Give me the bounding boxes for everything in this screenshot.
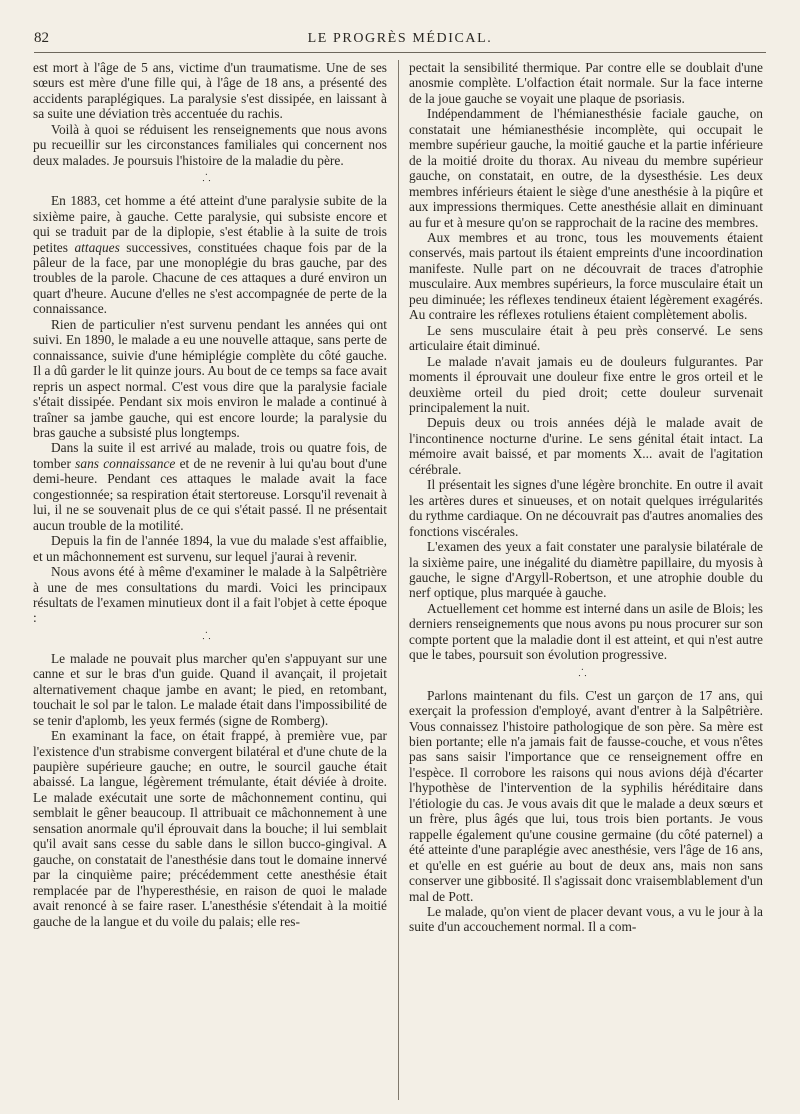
text-run: Dans la suite il est arrivé au malade, trois ou quatre fois, de tomber [33, 440, 387, 471]
paragraph: Actuellement cet homme est interné dans un asile de Blois; les derniers renseignements que nous avons pu nous procurer sur son compte portent que la maladie dont il est atteint, et qui n'est autre que le tabes, poursuit son évolution progressive. [409, 600, 763, 663]
paragraph: Indépendamment de l'hémianesthésie faciale gauche, on constatait une hémianesthésie incomplète, qui occupait le membre supérieur gauche, la moitié gauche et la partie inférieure de la moitié droite du thorax. Au niveau du membre supérieur gauche, on constatait, en outre, de la dysesthésie. Les deux membres inférieurs étaient le siège d'une anesthésie à la piqûre et aux impressions thermiques. Cette anesthésie allait en diminuant au fur et à mesure qu'on se rapprochait de la racine des membres. [409, 106, 763, 230]
paragraph: Voilà à quoi se réduisent les renseignements que nous avons pu recueillir sur les circonstances familiales qui concernent nos deux malades. Je poursuis l'histoire de la maladie du père. [33, 121, 387, 168]
paragraph: En examinant la face, on était frappé, à première vue, par l'existence d'un strabisme convergent bilatéral et d'une chute de la paupière supérieure gauche; en outre, le sourcil gauche était abaissé. La langue, légèrement trémulante, était déviée à droite. Le malade exécutait une sorte de mâchonnement continu, qui semblait le gêner beaucoup. Il attribuait ce mâchonnement à une sensation anormale qu'il éprouvait dans la bouche; il lui semblait qu'il avait sans cesse du sable dans le sillon bucco-gingival. A gauche, on constatait de l'anesthésie dans tout le domaine innervé par la cinquième paire; précédemment cette anesthésie était remplacée par de l'hyperesthésie, en raison de quoi le malade avait renoncé à se faire raser. L'anesthésie s'étendait à la moitié gauche de la langue et du voile du palais; elle res- [33, 728, 387, 929]
paragraph: L'examen des yeux a fait constater une paralysie bilatérale de la sixième paire, une inégalité du diamètre papillaire, du myosis à gauche, le signe d'Argyll-Robertson, et une atrophie double du nerf optique, plus marquée à gauche. [409, 539, 763, 601]
paragraph: Le malade, qu'on vient de placer devant vous, a vu le jour à la suite d'un accouchement normal. Il a com- [409, 904, 763, 935]
italic-term: sans connaissance [75, 455, 176, 471]
paragraph: Le sens musculaire était à peu près conservé. Le sens articulaire était diminué. [409, 322, 763, 354]
section-ornament: ⸫ [202, 630, 218, 642]
text-run: En 1883, cet homme a été atteint d'une paralysie subite de la sixième paire, à gauche. Cette paralysie, qui subsiste encore et qui se traduit par de la diplopie, s'est établie à la suite de trois petites [33, 193, 387, 255]
left-column [33, 60, 387, 1100]
paragraph: est mort à l'âge de 5 ans, victime d'un traumatisme. Une de ses sœurs est mère d'une fille qui, à l'âge de 18 ans, a présenté des accidents paraplégiques. La paralysie s'est dissipée, en laissant à sa suite une déviation très accentuée du rachis. [33, 60, 387, 122]
right-column [409, 60, 763, 1100]
page-header [34, 26, 766, 53]
column-divider [398, 60, 399, 1100]
paragraph: Rien de particulier n'est survenu pendant les années qui ont suivi. En 1890, le malade a eu une nouvelle attaque, sans perte de connaissance, suivie d'une hémiplégie complète du côté gauche. Il a dû garder le lit quinze jours. Au bout de ce temps sa face avait repris un aspect normal. C'est vous dire que la paralysie faciale s'était dissipée. Pendant six mois environ le malade a continué à traîner sa jambe gauche, qui est encore lourde; la paralysie du bras gauche a subsisté plus longtemps. [33, 316, 387, 440]
paragraph [33, 440, 387, 533]
page-number: 82 [34, 30, 49, 46]
paragraph: Depuis la fin de l'année 1894, la vue du malade s'est affaiblie, et un mâchonnement est survenu, sur lequel j'aurai à revenir. [33, 533, 387, 564]
paragraph: Le malade n'avait jamais eu de douleurs fulgurantes. Par moments il éprouvait une douleur fixe entre le gros orteil et le deuxième orteil du pied droit; cette douleur survenait principalement la nuit. [409, 353, 763, 415]
paragraph: Depuis deux ou trois années déjà le malade avait de l'incontinence nocturne d'urine. Le sens génital était intact. La mémoire avait baissé, et par moments X... avait de l'agitation cérébrale. [409, 415, 763, 477]
italic-term: attaques [74, 239, 120, 255]
paragraph: Parlons maintenant du fils. C'est un garçon de 17 ans, qui exerçait la profession d'employé, avant d'entrer à la Salpêtrière. Vous connaissez l'histoire pathologique de son père. Sa mère est bien portante; elle n'a jamais fait de fausse-couche, et vous n'êtes pas sans saisir l'importance que ce renseignement offre en l'espèce. Il corrobore les raisons qui nous avions déjà d'écarter l'hypothèse de l'intervention de la syphilis héréditaire dans l'étiologie du cas. Je vous avais dit que le malade a deux sœurs et un frère, plus âgés que lui, tous trois bien portants. Je vous rappelle également qu'une cousine germaine (du côté paternel) a été atteinte d'une paraplégie avec anesthésie, vers l'âge de 16 ans, et qu'elle en est guérie au bout de deux ans, mais non sans conserver une gibbosité. Il s'agissait donc vraisemblablement d'un mal de Pott. [409, 687, 763, 904]
paragraph: Aux membres et au tronc, tous les mouvements étaient conservés, mais partout ils étaient empreints d'une incoordination manifeste. Nulle part on ne découvrait de traces d'atrophie musculaire. Aux membres supérieurs, la force musculaire était un peu diminuée; les réflexes tendineux étaient légèrement exagérés. Au contraire les réflexes rotuliens étaient complètement abolis. [409, 229, 763, 323]
section-ornament: ⸫ [202, 173, 218, 185]
paragraph: Le malade ne pouvait plus marcher qu'en s'appuyant sur une canne et sur le bras d'un guide. Quand il avançait, il projetait alternativement chaque jambe en avant; le pied, en retombant, touchait le sol par le talon. Le malade était dans l'impossibilité de se tenir d'aplomb, les yeux fermés (signe de Romberg). [33, 650, 387, 728]
paragraph: Il présentait les signes d'une légère bronchite. En outre il avait les artères dures et sinueuses, et on notait quelques irrégularités du rythme cardiaque. On ne découvrait pas d'autres anomalies des fonctions viscérales. [409, 477, 763, 539]
paragraph [33, 193, 387, 317]
text-run: successives, constituées chaque fois par de la pâleur de la face, par une monoplégie du bras gauche, par des troubles de la parole. Chacune de ces attaques a duré environ un quart d'heure. Aucune d'elles ne s'est accompagnée de perte de la connaissance. [33, 239, 387, 317]
paragraph: pectait la sensibilité thermique. Par contre elle se doublait d'une anosmie complète. L'olfaction était normale. Sur la face interne de la joue gauche se voyait une plaque de psoriasis. [409, 60, 763, 106]
running-title: LE PROGRÈS MÉDICAL. [307, 31, 493, 46]
section-ornament: ⸫ [578, 667, 594, 679]
paragraph: Nous avons été à même d'examiner le malade à la Salpêtrière à une de mes consultations du mardi. Voici les principaux résultats de l'examen minutieux dont il a fait l'objet à cette époque : [33, 564, 387, 626]
text-run: et de ne revenir à lui qu'au bout d'une demi-heure. Pendant ces attaques le malade avait la face congestionnée; sa respiration était stertoreuse. Lorsqu'il revenait à lui, il ne se souvenait plus de ce qui s'était passé. Il ne présentait aucun trouble de la motilité. [33, 455, 387, 533]
